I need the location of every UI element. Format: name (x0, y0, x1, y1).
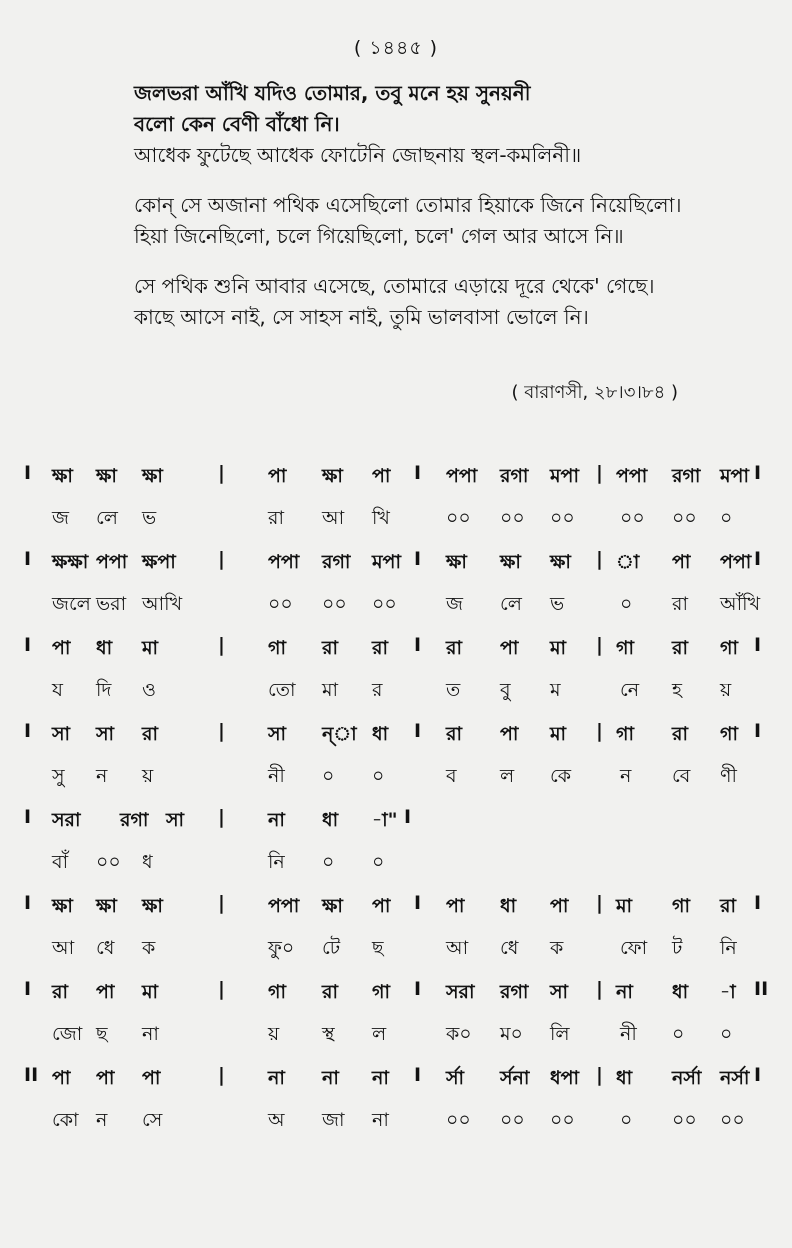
swara-note: ধা (616, 1067, 633, 1089)
lyric-syllable: ০০ (672, 507, 697, 529)
lyric-syllable: ০ (672, 1023, 685, 1045)
lyric-syllable: আঁখি (720, 593, 761, 615)
lyric-syllable: সু (52, 765, 65, 787)
swara-note: র্সা (446, 1067, 465, 1089)
swara-note: না (372, 1067, 389, 1089)
bar-line: I (414, 892, 422, 914)
lyric-syllable: ণী (720, 765, 737, 787)
lyric-syllable: লে (500, 593, 522, 615)
bar-line: | (218, 462, 225, 484)
lyric-syllable: কে (550, 765, 572, 787)
swara-note: রা (446, 637, 462, 659)
lyric-syllable: ন (96, 1109, 108, 1131)
lyric-syllable: ব (446, 765, 457, 787)
swara-note: পা (96, 1067, 115, 1089)
lyric-syllable: স্থ (322, 1023, 335, 1045)
notation-block (0, 548, 792, 634)
bar-line: I (754, 720, 762, 742)
lyric-syllable: বে (672, 765, 691, 787)
bar-line: II (754, 978, 769, 1000)
lyric-syllable-row (0, 848, 792, 880)
lyric-syllable: ছ (96, 1023, 108, 1045)
swara-note: পা (672, 551, 691, 573)
swara-note: রা (372, 637, 388, 659)
swara-note: না (322, 1067, 339, 1089)
swara-note: পা (96, 981, 115, 1003)
lyric-syllable-row (0, 590, 792, 622)
notation-block (0, 720, 792, 806)
lyric-syllable: জা (322, 1109, 345, 1131)
swara-note: গা (720, 723, 738, 745)
swara-note: পপা (268, 895, 300, 917)
lyric-syllable: আ (322, 507, 345, 529)
page-number: ( ১৪৪৫ ) (353, 37, 439, 59)
bar-line: I (414, 548, 422, 570)
bar-line: I (414, 634, 422, 656)
swara-note: ক্ষা (322, 895, 343, 917)
swara-note: ন্‌া (322, 723, 357, 745)
lyric-syllable: র (372, 679, 383, 701)
swara-row (0, 462, 792, 494)
bar-line: | (218, 1064, 225, 1086)
lyric-syllable: ০ (720, 1023, 733, 1045)
lyric-line: হিয়া জিনেছিলো, চলে গিয়েছিলো, চলে' গেল আর আসে নি॥ (134, 224, 624, 248)
lyric-syllable: ম০ (500, 1023, 523, 1045)
lyric-syllable: নে (620, 679, 640, 701)
swara-note: রা (672, 637, 688, 659)
swara-note: পা (550, 895, 569, 917)
lyric-syllable: ০০ (550, 1109, 575, 1131)
lyric-syllable: কো (52, 1109, 79, 1131)
lyric-syllable: ০ (372, 765, 385, 787)
lyrics-stanza-2 (134, 190, 754, 252)
lyric-syllable: ট (672, 937, 683, 959)
notation-block (0, 462, 792, 548)
lyric-syllable: ০ (322, 765, 335, 787)
lyric-syllable: সে (142, 1109, 163, 1131)
swara-note: সরা (52, 809, 81, 831)
lyric-line: সে পথিক শুনি আবার এসেছে, তোমারে এড়ায়ে দূরে থেকে' গেছে। (134, 274, 655, 298)
lyric-syllable: ধে (500, 937, 519, 959)
swara-note: সা (268, 723, 287, 745)
swara-note: গা (720, 637, 738, 659)
swara-note: পা (268, 465, 287, 487)
lyric-syllable: ভ (550, 593, 565, 615)
lyric-syllable: ভরা (96, 593, 127, 615)
swara-note: ক্ষা (52, 465, 73, 487)
bar-line: | (596, 634, 603, 656)
swara-note: সা (52, 723, 71, 745)
bar-line: II (24, 1064, 39, 1086)
lyric-syllable: রা (672, 593, 688, 615)
swara-note: মা (550, 637, 567, 659)
lyric-syllable: লে (96, 507, 118, 529)
lyric-syllable: না (142, 1023, 159, 1045)
lyric-syllable: খি (372, 507, 390, 529)
notation-block (0, 978, 792, 1064)
lyric-syllable-row (0, 762, 792, 794)
bar-line: I (24, 720, 32, 742)
lyric-syllable: ০০ (322, 593, 347, 615)
lyric-syllable: বু (500, 679, 511, 701)
notation-block (0, 892, 792, 978)
swara-note: পপা (96, 551, 128, 573)
bar-line: | (218, 806, 225, 828)
lyric-syllable: ০০ (500, 1109, 525, 1131)
swara-note: নর্সা (720, 1067, 750, 1089)
swara-note: ধা (322, 809, 339, 831)
lyric-syllable: বাঁ (52, 851, 69, 873)
swara-note: ধা (96, 637, 113, 659)
lyric-syllable: ধ (142, 851, 153, 873)
swara-note: ধা (500, 895, 517, 917)
swara-note: রগা (120, 809, 149, 831)
swara-note: ধা (372, 723, 389, 745)
lyric-syllable: ০০ (268, 593, 293, 615)
swara-note: নর্সা (672, 1067, 702, 1089)
swara-note: মপা (372, 551, 401, 573)
lyric-syllable: দি (96, 679, 112, 701)
swara-note: পপা (268, 551, 300, 573)
swara-row (0, 548, 792, 580)
bar-line: | (218, 548, 225, 570)
bar-line: | (218, 892, 225, 914)
lyric-syllable: মা (322, 679, 339, 701)
swara-note: রা (720, 895, 736, 917)
swara-note: পপা (616, 465, 648, 487)
bar-line: I (24, 892, 32, 914)
lyric-syllable: ০০ (96, 851, 121, 873)
swara-note: গা (372, 981, 390, 1003)
lyric-syllable: অ (268, 1109, 285, 1131)
lyric-syllable: ০ (620, 1109, 633, 1131)
swara-note: পা (372, 895, 391, 917)
lyric-syllable-row (0, 504, 792, 536)
swara-note: ক্ষা (52, 895, 73, 917)
swara-note: রা (142, 723, 158, 745)
swara-note: পা (372, 465, 391, 487)
bar-line: | (218, 720, 225, 742)
lyric-syllable: য় (142, 765, 154, 787)
bar-line: | (596, 548, 603, 570)
lyric-syllable: ফু০ (268, 937, 295, 959)
swara-note: গা (268, 637, 286, 659)
swara-note: পা (142, 1067, 161, 1089)
lyric-syllable: ধে (96, 937, 115, 959)
swara-note: পা (52, 637, 71, 659)
lyric-syllable: না (372, 1109, 389, 1131)
lyric-syllable: জ (52, 507, 69, 529)
lyric-syllable: আ (52, 937, 75, 959)
swara-note: ক্ষা (322, 465, 343, 487)
swara-note: র্সনা (500, 1067, 530, 1089)
swara-note: না (268, 809, 285, 831)
lyric-syllable: ০০ (372, 593, 397, 615)
swara-note: মা (616, 895, 633, 917)
swara-note: রা (672, 723, 688, 745)
lyric-syllable: নী (620, 1023, 637, 1045)
swara-note: রা (52, 981, 68, 1003)
swara-note: পা (500, 637, 519, 659)
lyric-syllable: ০০ (720, 1109, 745, 1131)
bar-line: | (596, 1064, 603, 1086)
lyric-syllable: টে (322, 937, 341, 959)
lyric-line: জলভরা আঁখি যদিও তোমার, তবু মনে হয় সুনয়নী (134, 81, 531, 105)
bar-line: | (596, 978, 603, 1000)
swara-note: না (616, 981, 633, 1003)
lyric-syllable: ল (372, 1023, 387, 1045)
swara-note: সা (166, 809, 185, 831)
swara-row (0, 720, 792, 752)
swara-note: গা (672, 895, 690, 917)
swara-note: গা (616, 723, 634, 745)
swara-note: না (268, 1067, 285, 1089)
lyric-syllable: ত (446, 679, 461, 701)
bar-line: I (754, 462, 762, 484)
bar-line: I (754, 634, 762, 656)
lyric-syllable: য় (268, 1023, 280, 1045)
lyric-syllable: লি (550, 1023, 570, 1045)
lyric-syllable: ০০ (500, 507, 525, 529)
swara-note: পা (500, 723, 519, 745)
lyric-syllable: ০০ (620, 507, 645, 529)
lyric-syllable: ক০ (446, 1023, 472, 1045)
swaralipi-notation (0, 462, 792, 1150)
swara-row (0, 634, 792, 666)
swara-note: সা (550, 981, 569, 1003)
lyric-syllable: ক (142, 937, 156, 959)
lyric-syllable: য় (720, 679, 732, 701)
lyric-syllable: তো (268, 679, 296, 701)
lyric-syllable: ও (142, 679, 156, 701)
lyric-syllable-row (0, 934, 792, 966)
swara-note: রগা (500, 465, 529, 487)
place-date: ( বারাণসী, ২৮।৩।৮৪ ) (511, 382, 678, 403)
lyric-syllable: ০০ (550, 507, 575, 529)
lyric-syllable: ল (500, 765, 515, 787)
swara-note: ক্ষা (500, 551, 521, 573)
swara-note: পা (446, 895, 465, 917)
swara-note: পপা (720, 551, 752, 573)
lyric-syllable: ভ (142, 507, 157, 529)
lyric-syllable: ০ (372, 851, 385, 873)
swara-note: মপা (720, 465, 749, 487)
lyric-line: আধেক ফুটেছে আধেক ফোটেনি জোছনায় স্থল-কমলিনী॥ (134, 143, 582, 167)
lyric-line: কোন্ সে অজানা পথিক এসেছিলো তোমার হিয়াকে জিনে নিয়েছিলো। (134, 193, 682, 217)
swara-note: ক্ষক্ষা (52, 551, 89, 573)
bar-line: | (596, 892, 603, 914)
lyric-syllable: ০ (620, 593, 633, 615)
song-lyrics (134, 78, 754, 352)
lyric-syllable: ০০ (446, 1109, 471, 1131)
bar-line: | (596, 462, 603, 484)
swara-note: ক্ষা (142, 895, 163, 917)
swara-note: রগা (500, 981, 529, 1003)
swara-note: ক্ষা (96, 895, 117, 917)
swara-row (0, 1064, 792, 1096)
lyric-syllable: ০০ (446, 507, 471, 529)
bar-line: I (754, 892, 762, 914)
swara-note: ক্ষা (550, 551, 571, 573)
swara-note: মপা (550, 465, 579, 487)
lyrics-stanza-1 (134, 78, 754, 171)
swara-note: রগা (672, 465, 701, 487)
bar-line: I (404, 806, 412, 828)
lyric-syllable-row (0, 676, 792, 708)
swara-note: ধা (672, 981, 689, 1003)
lyric-syllable: ন (96, 765, 108, 787)
swara-note: -া (720, 981, 736, 1003)
bar-line: I (414, 462, 422, 484)
lyric-syllable-row (0, 1106, 792, 1138)
lyric-syllable: ক (550, 937, 564, 959)
swara-row (0, 978, 792, 1010)
lyric-syllable: ছ (372, 937, 384, 959)
lyric-syllable: নী (268, 765, 285, 787)
lyric-syllable: ০০ (672, 1109, 697, 1131)
swara-note: রা (322, 637, 338, 659)
swara-note: মা (142, 981, 159, 1003)
lyric-syllable: হ (672, 679, 682, 701)
lyric-syllable: রা (268, 507, 284, 529)
bar-line: I (414, 978, 422, 1000)
bar-line: I (24, 634, 32, 656)
swara-note: পা (52, 1067, 71, 1089)
swara-note: রা (322, 981, 338, 1003)
lyrics-stanza-3 (134, 271, 754, 333)
lyric-syllable: ফো (620, 937, 648, 959)
lyric-syllable: নি (268, 851, 285, 873)
swara-note: গা (268, 981, 286, 1003)
lyric-syllable: জলে (52, 593, 91, 615)
lyric-syllable: নি (720, 937, 737, 959)
swara-note: গা (616, 637, 634, 659)
notation-block (0, 1064, 792, 1150)
bar-line: I (754, 548, 762, 570)
bar-line: | (218, 634, 225, 656)
swara-note: সা (96, 723, 115, 745)
swara-note: ক্ষা (446, 551, 467, 573)
lyric-syllable: আখি (142, 593, 183, 615)
bar-line: | (596, 720, 603, 742)
bar-line: I (24, 978, 32, 1000)
lyric-syllable: ন (620, 765, 632, 787)
swara-note: ক্ষা (142, 465, 163, 487)
swara-note: ক্ষপা (142, 551, 176, 573)
swara-note: মা (550, 723, 567, 745)
lyric-syllable: ম (550, 679, 561, 701)
swara-note: মা (142, 637, 159, 659)
lyric-syllable: জ (446, 593, 463, 615)
swara-note: ক্ষা (96, 465, 117, 487)
bar-line: I (754, 1064, 762, 1086)
bar-line: I (24, 548, 32, 570)
swara-row (0, 892, 792, 924)
lyric-syllable-row (0, 1020, 792, 1052)
lyric-syllable: ০ (322, 851, 335, 873)
swara-row (0, 806, 792, 838)
bar-line: I (24, 462, 32, 484)
lyric-line: বলো কেন বেণী বাঁধো নি। (134, 112, 340, 136)
swara-note: রা (446, 723, 462, 745)
swara-note: ধপা (550, 1067, 580, 1089)
notation-block (0, 634, 792, 720)
lyric-line: কাছে আসে নাই, সে সাহস নাই, তুমি ভালবাসা ভোলে নি। (134, 305, 589, 329)
swara-note: সরা (446, 981, 475, 1003)
bar-line: I (24, 806, 32, 828)
bar-line: I (414, 720, 422, 742)
lyric-syllable: ০ (720, 507, 733, 529)
lyric-syllable: জো (52, 1023, 83, 1045)
bar-line: I (414, 1064, 422, 1086)
lyric-syllable: আ (446, 937, 469, 959)
lyric-syllable: য (52, 679, 63, 701)
swara-note: পপা (446, 465, 478, 487)
bar-line: | (218, 978, 225, 1000)
swara-note: -া" (372, 809, 398, 831)
swara-note: রগা (322, 551, 351, 573)
notation-block (0, 806, 792, 892)
swara-note: া (616, 551, 640, 573)
